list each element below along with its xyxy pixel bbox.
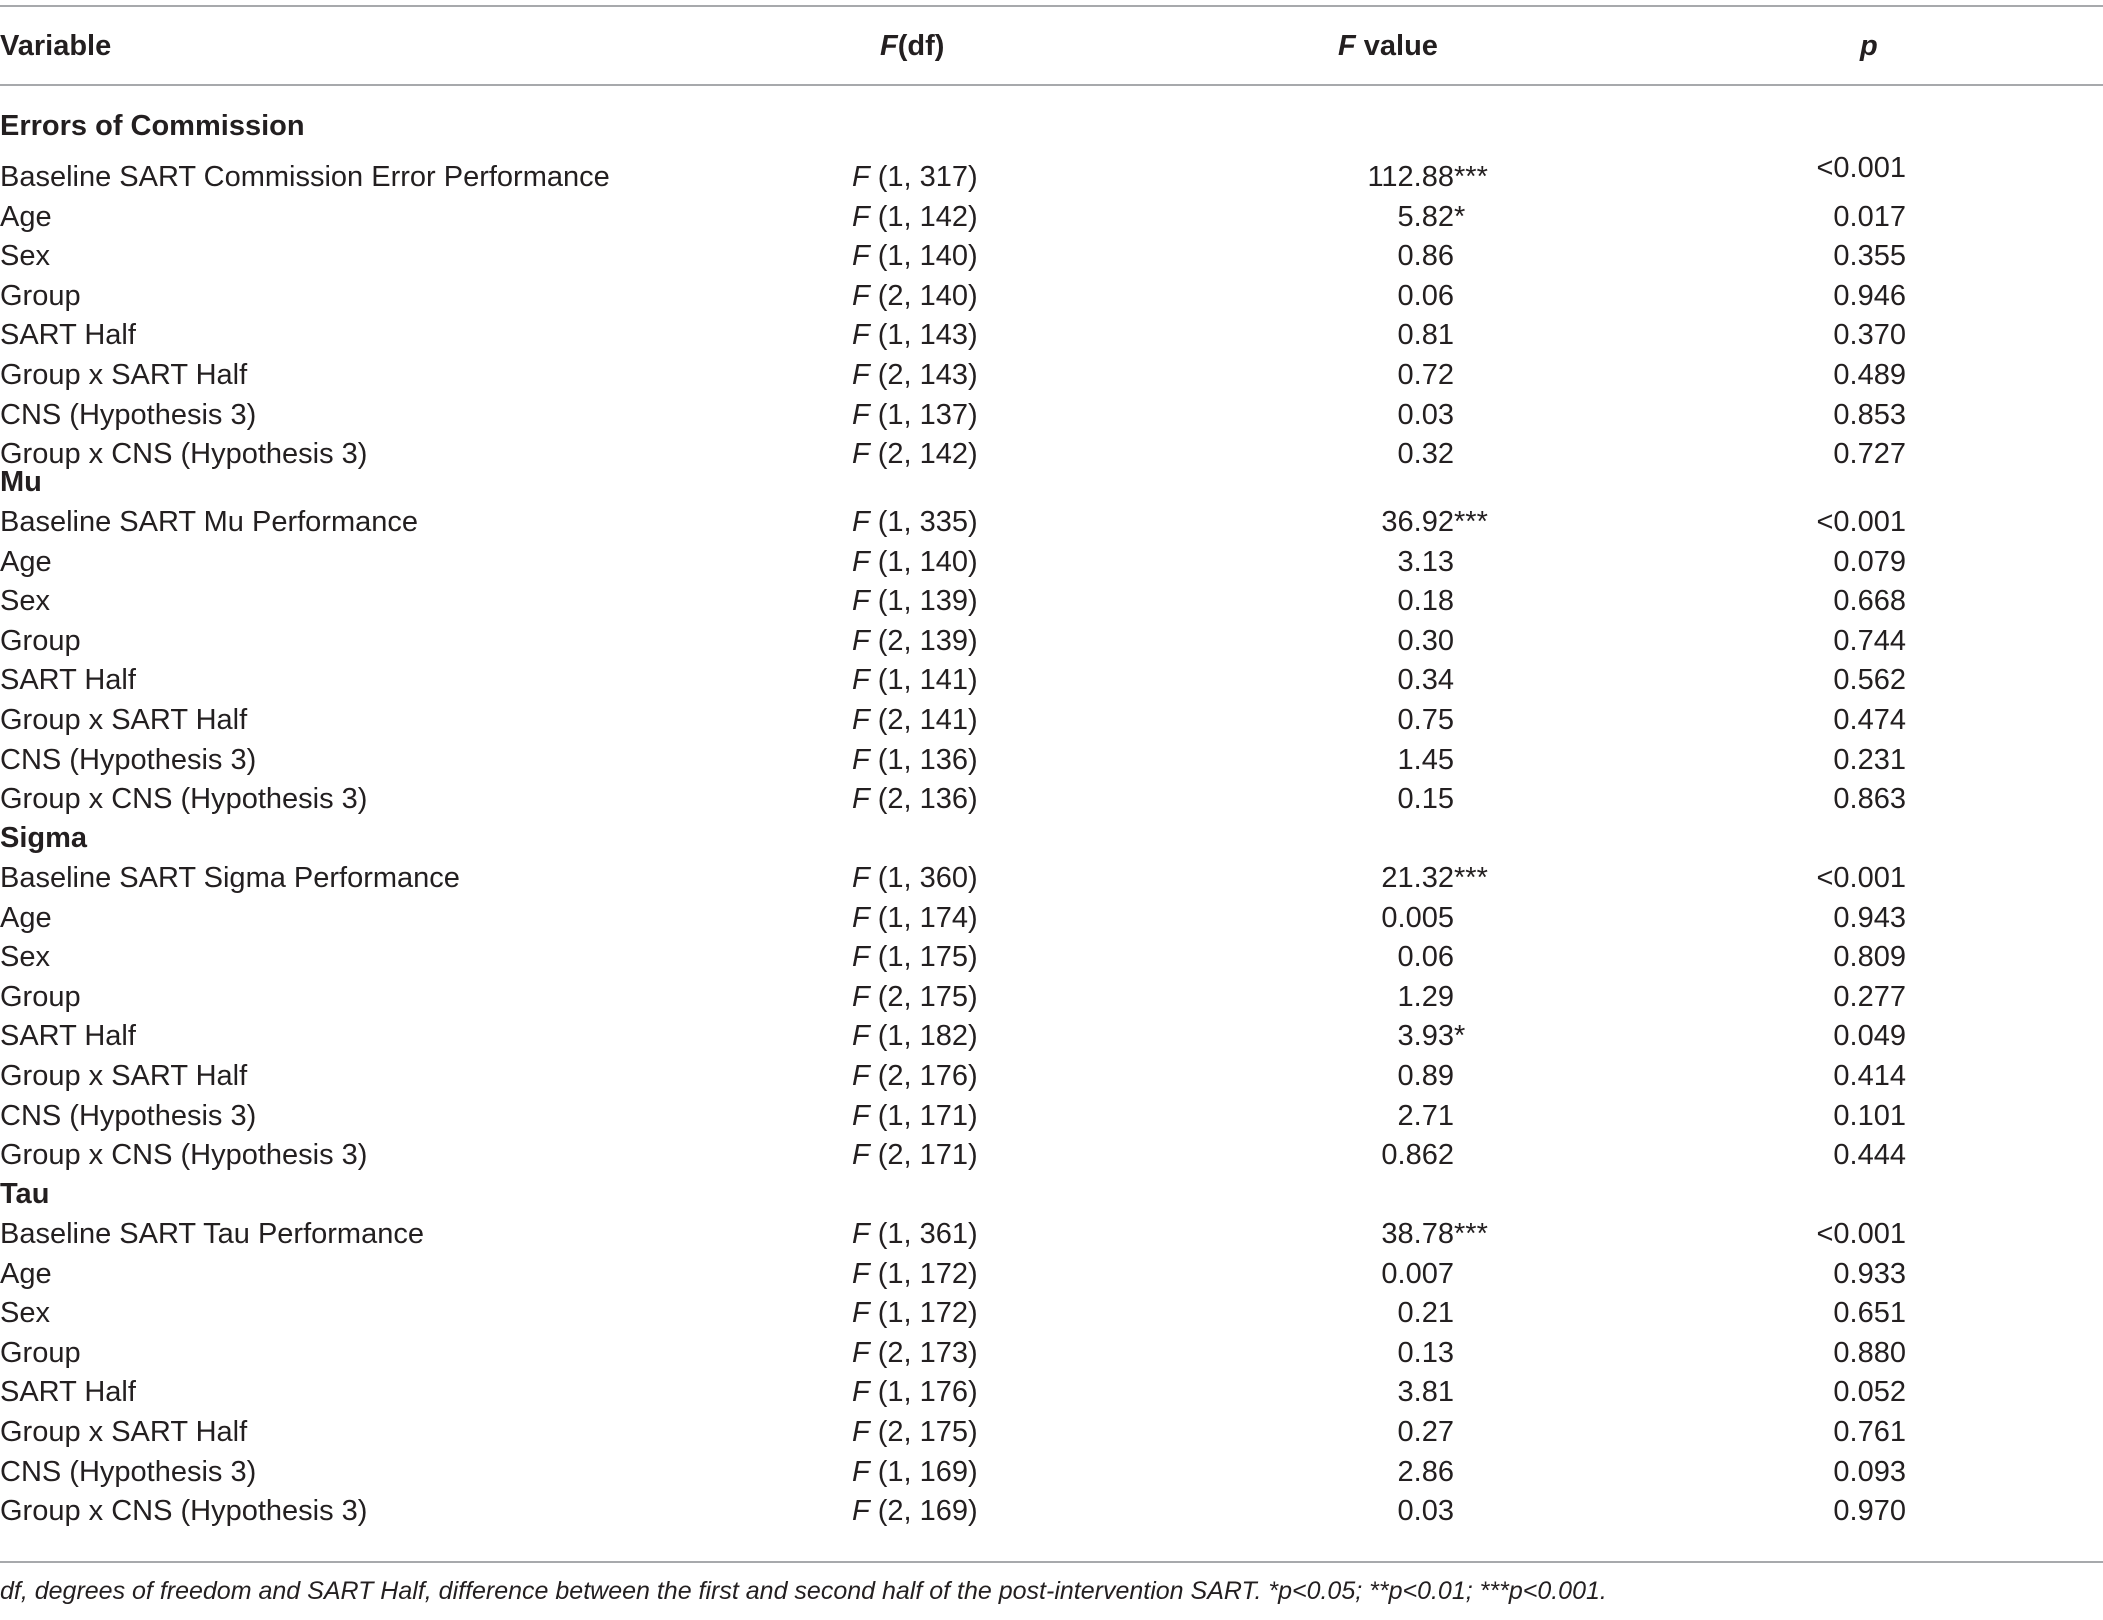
fvalue-cell <box>1342 197 1466 237</box>
p-value-cell: 0.668 <box>1833 585 1906 617</box>
p-value-cell: 0.052 <box>1833 1376 1906 1408</box>
fvalue-cell <box>1342 355 1454 395</box>
fdf-cell <box>852 355 978 395</box>
fdf-cell <box>852 197 978 237</box>
fvalue-cell <box>1342 1333 1454 1373</box>
table-row <box>0 1491 2103 1531</box>
variable-cell: Group <box>0 1337 81 1369</box>
fdf-degrees: (1, 317) <box>869 161 978 193</box>
fvalue-cell <box>1342 1096 1454 1136</box>
significance-stars: *** <box>1454 862 1488 894</box>
fvalue-cell <box>1342 700 1454 740</box>
variable-cell: Group x CNS (Hypothesis 3) <box>0 1495 368 1527</box>
p-value-cell: 0.946 <box>1833 280 1906 312</box>
fvalue-cell <box>1342 315 1454 355</box>
fdf-degrees: (1, 140) <box>869 240 978 272</box>
significance-stars: * <box>1454 1020 1466 1052</box>
table-row <box>0 395 2103 435</box>
p-value-cell: 0.474 <box>1833 704 1906 736</box>
fdf-degrees: (2, 143) <box>869 359 978 391</box>
fdf-cell <box>852 1372 978 1412</box>
fvalue-number: 0.862 <box>1381 1139 1454 1171</box>
variable-cell: Sex <box>0 1297 50 1329</box>
table-row <box>0 152 2103 197</box>
table-row <box>0 1452 2103 1492</box>
fvalue-cell <box>1342 581 1454 621</box>
fdf-degrees: (1, 136) <box>869 744 978 776</box>
fdf-f-symbol: F <box>852 981 870 1013</box>
table-row <box>0 1016 2103 1056</box>
variable-cell: Baseline SART Mu Performance <box>0 506 419 538</box>
table-row <box>0 581 2103 621</box>
table-row <box>0 1056 2103 1096</box>
p-value-cell: 0.970 <box>1833 1495 1906 1527</box>
fdf-degrees: (2, 173) <box>869 1337 978 1369</box>
table-header-row <box>0 26 2103 66</box>
p-value-cell: <0.001 <box>1816 506 1906 538</box>
fdf-f-symbol: F <box>852 1416 870 1448</box>
fdf-cell <box>852 1333 978 1373</box>
fdf-f-symbol: F <box>852 1218 870 1250</box>
table-row <box>0 937 2103 977</box>
section-heading-row <box>0 462 2103 502</box>
fvalue-cell <box>1342 1491 1454 1531</box>
fvalue-number: 0.005 <box>1381 902 1454 934</box>
fdf-cell <box>852 157 978 197</box>
header-variable: Variable <box>0 30 112 62</box>
p-value-cell: <0.001 <box>1816 862 1906 894</box>
fvalue-cell <box>1342 276 1454 316</box>
fdf-cell <box>852 1491 978 1531</box>
fvalue-number: 0.75 <box>1397 704 1454 736</box>
p-value-cell: 0.562 <box>1833 664 1906 696</box>
fvalue-cell <box>1342 858 1488 898</box>
p-value-cell: 0.880 <box>1833 1337 1906 1369</box>
fdf-cell <box>852 898 978 938</box>
fvalue-number: 0.06 <box>1397 280 1454 312</box>
fvalue-number: 0.86 <box>1397 240 1454 272</box>
fvalue-number: 36.92 <box>1381 506 1454 538</box>
p-value-cell: 0.049 <box>1833 1020 1906 1052</box>
header-fdf <box>880 26 944 66</box>
fdf-f-symbol: F <box>852 744 870 776</box>
fdf-f-symbol: F <box>852 438 870 470</box>
variable-cell: Age <box>0 201 52 233</box>
fdf-cell <box>852 779 978 819</box>
fdf-f-symbol: F <box>852 506 870 538</box>
fvalue-number: 0.007 <box>1381 1258 1454 1290</box>
fdf-degrees: (2, 171) <box>869 1139 978 1171</box>
p-value-cell: 0.277 <box>1833 981 1906 1013</box>
fdf-f-symbol: F <box>852 862 870 894</box>
section-heading-row <box>0 106 2103 146</box>
table-row <box>0 700 2103 740</box>
fvalue-cell <box>1342 1016 1466 1056</box>
significance-stars: * <box>1454 201 1466 233</box>
fdf-degrees: (2, 140) <box>869 280 978 312</box>
fdf-cell <box>852 740 978 780</box>
variable-cell: SART Half <box>0 1020 136 1052</box>
p-value-cell: 0.231 <box>1833 744 1906 776</box>
fvalue-number: 1.45 <box>1397 744 1454 776</box>
table-row <box>0 1333 2103 1373</box>
table-row <box>0 502 2103 542</box>
fvalue-number: 0.27 <box>1397 1416 1454 1448</box>
fdf-cell <box>852 502 978 542</box>
p-value-cell: 0.093 <box>1833 1456 1906 1488</box>
variable-cell: Sex <box>0 240 50 272</box>
variable-cell: Group x SART Half <box>0 1060 248 1092</box>
fdf-degrees: (1, 141) <box>869 664 978 696</box>
fvalue-cell <box>1342 977 1454 1017</box>
fdf-f-symbol: F <box>852 280 870 312</box>
table-footnote: df, degrees of freedom and SART Half, difference between the first and second half of the post-intervention SART. *p<0.05; **p<0.01; ***p<0.001. <box>0 1577 1607 1605</box>
bottom-rule <box>0 1561 2103 1563</box>
fdf-cell <box>852 858 978 898</box>
fdf-cell <box>852 700 978 740</box>
header-fdf-italic: F <box>880 30 898 62</box>
significance-stars: *** <box>1454 1218 1488 1250</box>
variable-cell: Age <box>0 1258 52 1290</box>
fdf-cell <box>852 1096 978 1136</box>
variable-cell: Group x CNS (Hypothesis 3) <box>0 1139 368 1171</box>
header-p: p <box>1860 30 1878 62</box>
p-value-cell: 0.933 <box>1833 1258 1906 1290</box>
variable-cell: CNS (Hypothesis 3) <box>0 744 257 776</box>
fvalue-cell <box>1342 779 1454 819</box>
fdf-degrees: (2, 176) <box>869 1060 978 1092</box>
table-row <box>0 740 2103 780</box>
fvalue-number: 1.29 <box>1397 981 1454 1013</box>
fdf-f-symbol: F <box>852 783 870 815</box>
p-value-cell: 0.943 <box>1833 902 1906 934</box>
fvalue-number: 5.82 <box>1397 201 1454 233</box>
fdf-f-symbol: F <box>852 1258 870 1290</box>
p-value-cell: 0.863 <box>1833 783 1906 815</box>
table-row <box>0 1293 2103 1333</box>
fvalue-number: 0.06 <box>1397 941 1454 973</box>
variable-cell: Sex <box>0 585 50 617</box>
fvalue-cell <box>1342 1293 1454 1333</box>
fvalue-number: 0.89 <box>1397 1060 1454 1092</box>
table-row <box>0 315 2103 355</box>
fdf-degrees: (2, 139) <box>869 625 978 657</box>
p-value-cell: 0.355 <box>1833 240 1906 272</box>
header-fdf-rest: (df) <box>897 30 945 62</box>
fvalue-number: 0.13 <box>1397 1337 1454 1369</box>
fdf-f-symbol: F <box>852 399 870 431</box>
fdf-f-symbol: F <box>852 704 870 736</box>
fdf-degrees: (1, 182) <box>869 1020 978 1052</box>
fvalue-number: 0.03 <box>1397 1495 1454 1527</box>
section-title: Tau <box>0 1178 50 1210</box>
table-row <box>0 621 2103 661</box>
section-heading-row <box>0 818 2103 858</box>
fvalue-number: 38.78 <box>1381 1218 1454 1250</box>
fdf-cell <box>852 937 978 977</box>
fvalue-cell <box>1342 740 1454 780</box>
fdf-degrees: (2, 142) <box>869 438 978 470</box>
fvalue-number: 0.30 <box>1397 625 1454 657</box>
variable-cell: SART Half <box>0 319 136 351</box>
header-fvalue-rest: value <box>1355 30 1438 62</box>
fdf-degrees: (1, 143) <box>869 319 978 351</box>
table-row <box>0 858 2103 898</box>
fvalue-number: 0.81 <box>1397 319 1454 351</box>
fdf-degrees: (1, 172) <box>869 1258 978 1290</box>
p-value-cell: 0.651 <box>1833 1297 1906 1329</box>
p-value-cell: 0.761 <box>1833 1416 1906 1448</box>
variable-cell: Baseline SART Sigma Performance <box>0 862 460 894</box>
fdf-cell <box>852 1412 978 1452</box>
section-heading-row <box>0 1174 2103 1214</box>
variable-cell: Group x SART Half <box>0 704 248 736</box>
fvalue-cell <box>1342 157 1488 197</box>
fvalue-cell <box>1342 1254 1454 1294</box>
p-value-cell: 0.809 <box>1833 941 1906 973</box>
fdf-degrees: (2, 175) <box>869 1416 978 1448</box>
table-row <box>0 1096 2103 1136</box>
fdf-degrees: (2, 169) <box>869 1495 978 1527</box>
p-value-cell: 0.101 <box>1833 1100 1906 1132</box>
table-row <box>0 1412 2103 1452</box>
fdf-f-symbol: F <box>852 1100 870 1132</box>
fdf-f-symbol: F <box>852 1376 870 1408</box>
fvalue-number: 3.13 <box>1397 546 1454 578</box>
header-rule <box>0 84 2103 86</box>
variable-cell: Group <box>0 981 81 1013</box>
table-row <box>0 898 2103 938</box>
fdf-f-symbol: F <box>852 1495 870 1527</box>
table-row <box>0 779 2103 819</box>
fvalue-cell <box>1342 1056 1454 1096</box>
fdf-cell <box>852 1254 978 1294</box>
fvalue-number: 0.21 <box>1397 1297 1454 1329</box>
table-row <box>0 660 2103 700</box>
header-fvalue <box>1338 26 1438 66</box>
fdf-degrees: (1, 142) <box>869 201 978 233</box>
fdf-f-symbol: F <box>852 1297 870 1329</box>
fdf-f-symbol: F <box>852 1456 870 1488</box>
table-row <box>0 1135 2103 1175</box>
fdf-f-symbol: F <box>852 1139 870 1171</box>
table-row <box>0 977 2103 1017</box>
fvalue-number: 0.03 <box>1397 399 1454 431</box>
section-title: Sigma <box>0 822 88 854</box>
table-row <box>0 542 2103 582</box>
p-value-cell: <0.001 <box>1816 152 1906 184</box>
fdf-f-symbol: F <box>852 1060 870 1092</box>
fdf-f-symbol: F <box>852 359 870 391</box>
p-value-cell: 0.017 <box>1833 201 1906 233</box>
fdf-cell <box>852 276 978 316</box>
fvalue-cell <box>1342 1452 1454 1492</box>
p-value-cell: 0.853 <box>1833 399 1906 431</box>
fvalue-cell <box>1342 621 1454 661</box>
fvalue-cell <box>1342 937 1454 977</box>
fvalue-number: 21.32 <box>1381 862 1454 894</box>
fdf-f-symbol: F <box>852 1337 870 1369</box>
fdf-cell <box>852 1135 978 1175</box>
fvalue-cell <box>1342 660 1454 700</box>
fvalue-cell <box>1342 236 1454 276</box>
variable-cell: CNS (Hypothesis 3) <box>0 1456 257 1488</box>
fdf-f-symbol: F <box>852 201 870 233</box>
fdf-degrees: (1, 139) <box>869 585 978 617</box>
p-value-cell: 0.444 <box>1833 1139 1906 1171</box>
table-row <box>0 197 2103 237</box>
fdf-cell <box>852 1214 978 1254</box>
variable-cell: CNS (Hypothesis 3) <box>0 1100 257 1132</box>
fdf-cell <box>852 542 978 582</box>
fdf-degrees: (1, 169) <box>869 1456 978 1488</box>
header-fvalue-italic: F <box>1338 30 1356 62</box>
fdf-degrees: (2, 136) <box>869 783 978 815</box>
fvalue-cell <box>1342 898 1454 938</box>
table-row <box>0 1372 2103 1412</box>
fdf-cell <box>852 1056 978 1096</box>
fvalue-cell <box>1342 1214 1488 1254</box>
variable-cell: Group x CNS (Hypothesis 3) <box>0 438 368 470</box>
fvalue-number: 0.15 <box>1397 783 1454 815</box>
fdf-degrees: (1, 176) <box>869 1376 978 1408</box>
fdf-cell <box>852 315 978 355</box>
fdf-cell <box>852 581 978 621</box>
fdf-f-symbol: F <box>852 941 870 973</box>
variable-cell: SART Half <box>0 664 136 696</box>
fdf-f-symbol: F <box>852 161 870 193</box>
table-row <box>0 1254 2103 1294</box>
variable-cell: Sex <box>0 941 50 973</box>
variable-cell: Age <box>0 546 52 578</box>
fvalue-number: 2.71 <box>1397 1100 1454 1132</box>
fvalue-cell <box>1342 1372 1454 1412</box>
fdf-f-symbol: F <box>852 319 870 351</box>
variable-cell: Baseline SART Tau Performance <box>0 1218 424 1250</box>
fdf-cell <box>852 1452 978 1492</box>
p-value-cell: <0.001 <box>1816 1218 1906 1250</box>
fdf-degrees: (1, 361) <box>869 1218 978 1250</box>
fdf-cell <box>852 236 978 276</box>
p-value-cell: 0.727 <box>1833 438 1906 470</box>
fdf-degrees: (1, 171) <box>869 1100 978 1132</box>
variable-cell: Group <box>0 625 81 657</box>
fdf-degrees: (2, 175) <box>869 981 978 1013</box>
variable-cell: CNS (Hypothesis 3) <box>0 399 257 431</box>
fdf-degrees: (1, 172) <box>869 1297 978 1329</box>
table-row <box>0 276 2103 316</box>
p-value-cell: 0.370 <box>1833 319 1906 351</box>
variable-cell: Group x CNS (Hypothesis 3) <box>0 783 368 815</box>
fdf-cell <box>852 1016 978 1056</box>
p-value-cell: 0.744 <box>1833 625 1906 657</box>
fvalue-number: 0.72 <box>1397 359 1454 391</box>
fvalue-number: 0.32 <box>1397 438 1454 470</box>
variable-cell: SART Half <box>0 1376 136 1408</box>
p-value-cell: 0.489 <box>1833 359 1906 391</box>
fvalue-number: 0.18 <box>1397 585 1454 617</box>
fdf-degrees: (1, 175) <box>869 941 978 973</box>
fvalue-cell <box>1342 542 1454 582</box>
fdf-f-symbol: F <box>852 902 870 934</box>
significance-stars: *** <box>1454 506 1488 538</box>
fvalue-cell <box>1342 502 1488 542</box>
fdf-cell <box>852 977 978 1017</box>
fdf-f-symbol: F <box>852 625 870 657</box>
variable-cell: Group x SART Half <box>0 1416 248 1448</box>
fdf-cell <box>852 621 978 661</box>
significance-stars: *** <box>1454 161 1488 193</box>
fdf-degrees: (1, 360) <box>869 862 978 894</box>
fdf-cell <box>852 660 978 700</box>
fdf-cell <box>852 395 978 435</box>
fvalue-number: 0.34 <box>1397 664 1454 696</box>
section-title: Errors of Commission <box>0 110 305 142</box>
top-rule <box>0 5 2103 7</box>
fdf-cell <box>852 1293 978 1333</box>
fdf-f-symbol: F <box>852 240 870 272</box>
fdf-f-symbol: F <box>852 1020 870 1052</box>
variable-cell: Group <box>0 280 81 312</box>
table-row <box>0 1214 2103 1254</box>
fdf-f-symbol: F <box>852 585 870 617</box>
fvalue-number: 112.88 <box>1367 161 1454 193</box>
fdf-degrees: (1, 137) <box>869 399 978 431</box>
table-row <box>0 236 2103 276</box>
fvalue-number: 3.81 <box>1397 1376 1454 1408</box>
fdf-degrees: (1, 140) <box>869 546 978 578</box>
fdf-degrees: (2, 141) <box>869 704 978 736</box>
variable-cell: Group x SART Half <box>0 359 248 391</box>
fdf-f-symbol: F <box>852 546 870 578</box>
table-row <box>0 355 2103 395</box>
fvalue-cell <box>1342 1135 1454 1175</box>
fvalue-cell <box>1342 1412 1454 1452</box>
variable-cell: Age <box>0 902 52 934</box>
section-title: Mu <box>0 466 42 498</box>
p-value-cell: 0.079 <box>1833 546 1906 578</box>
fdf-degrees: (1, 335) <box>869 506 978 538</box>
fvalue-number: 2.86 <box>1397 1456 1454 1488</box>
fdf-f-symbol: F <box>852 664 870 696</box>
variable-cell: Baseline SART Commission Error Performance <box>0 161 610 193</box>
fdf-degrees: (1, 174) <box>869 902 978 934</box>
fvalue-cell <box>1342 395 1454 435</box>
p-value-cell: 0.414 <box>1833 1060 1906 1092</box>
fvalue-number: 3.93 <box>1397 1020 1454 1052</box>
